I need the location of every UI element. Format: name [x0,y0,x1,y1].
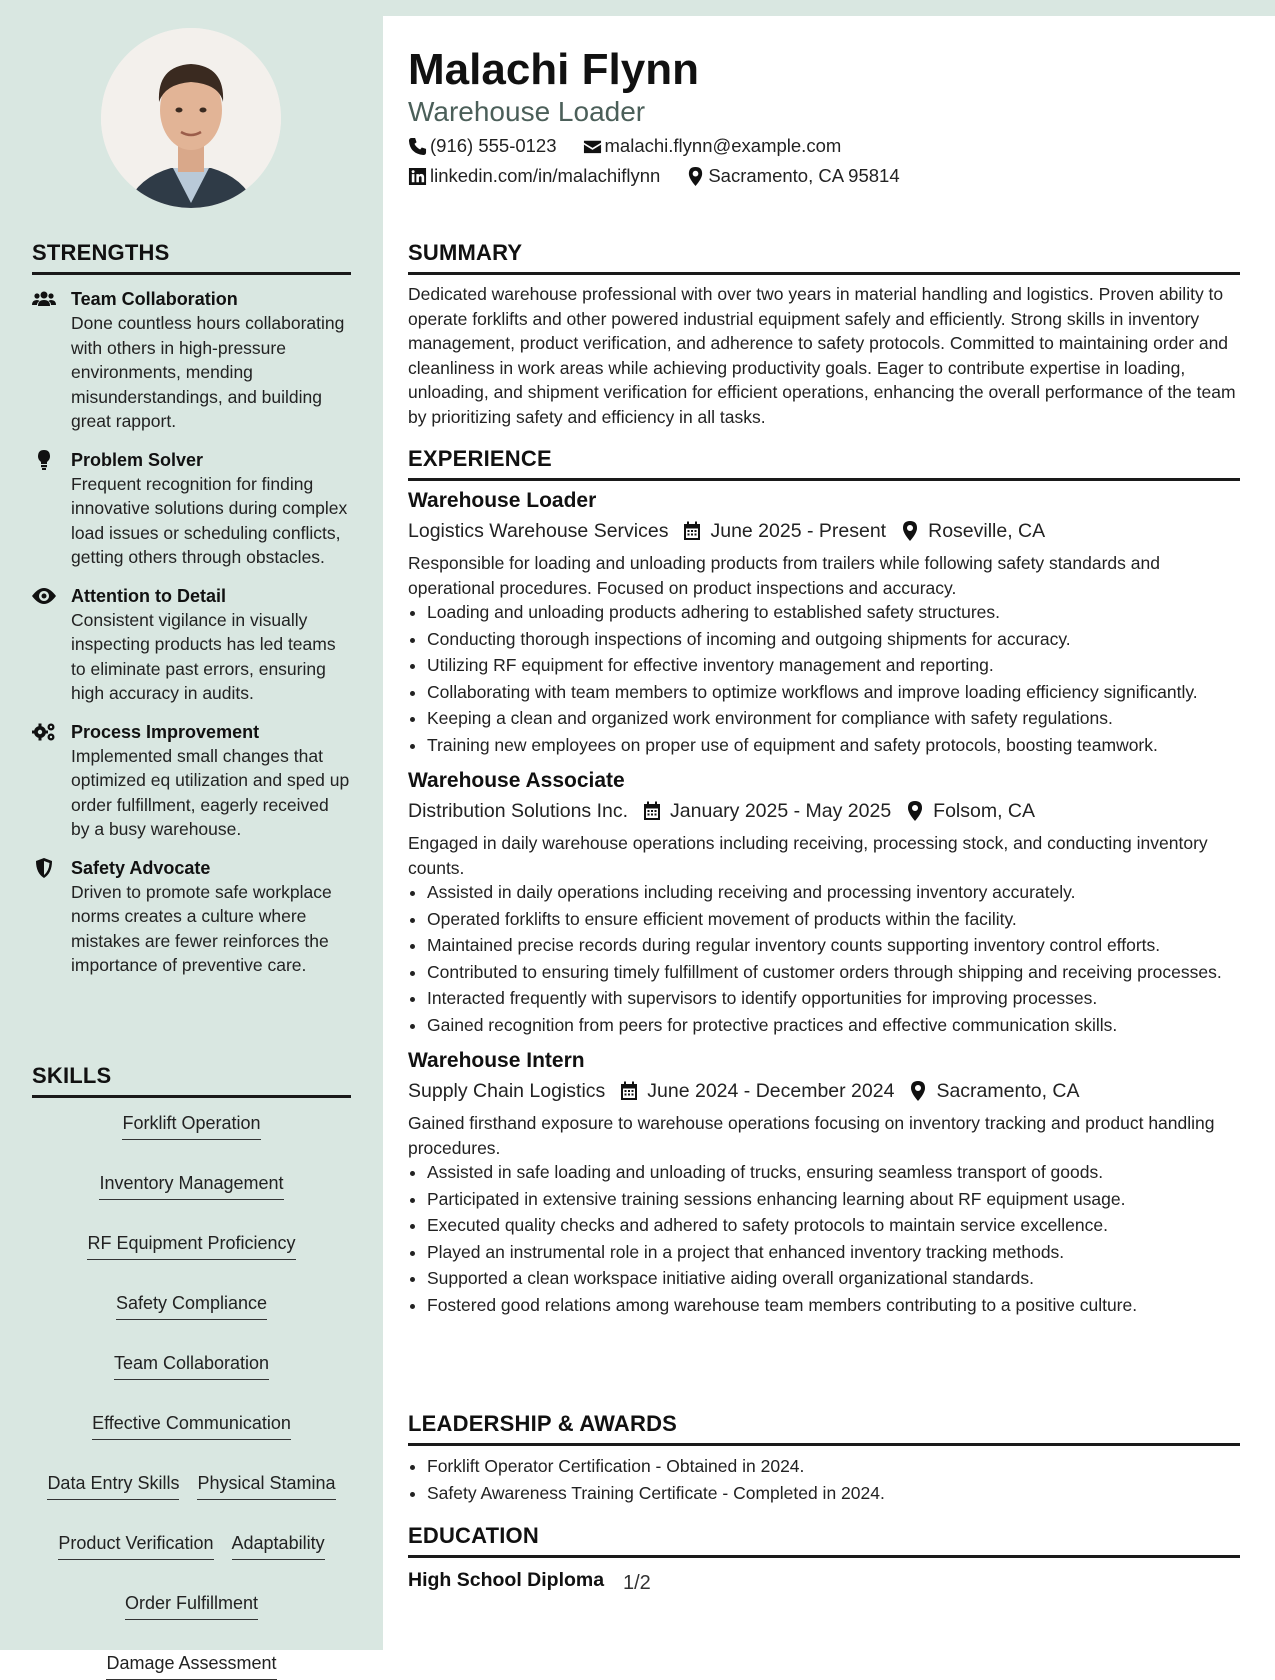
job-meta [408,1077,1240,1105]
bullet-item: • Utilizing RF equipment for effective inventory management and reporting. [427,653,1240,678]
summary-section [408,240,1240,429]
dates-text: January 2025 - May 2025 [670,800,892,822]
linkedin-text: linkedin.com/in/malachiflynn [430,165,661,186]
education-degree: High School Diploma [408,1569,605,1591]
map-pin-icon [900,521,920,541]
job-desc: Gained firsthand exposure to warehouse operations focusing on inventory tracking and product handling procedures. [408,1113,1215,1158]
bullet-item: • Conducting thorough inspections of incoming and outgoing shipments for accuracy. [427,627,1240,652]
strength-desc: Driven to promote safe workplace norms creates a culture where mistakes are fewer reinforces the importance of preventive care. [71,881,332,975]
skill-tag: Data Entry Skills [47,1472,179,1500]
strengths-section [32,240,351,992]
strengths-list [32,287,351,978]
contact-linkedin[interactable] [408,164,660,188]
bullet-item: • Participated in extensive training sessions enhancing learning about RF equipment usage. [427,1187,1240,1212]
strength-title: Problem Solver [71,449,204,470]
bullet-item: • Played an instrumental role in a project that enhanced inventory tracking methods. [427,1240,1240,1265]
bullet-item: • Collaborating with team members to optimize workflows and improve loading efficiency significantly. [427,680,1240,705]
job-meta [408,797,1240,825]
linkedin-icon [408,167,427,186]
envelope-icon [583,137,602,156]
job-company: Logistics Warehouse Services [408,520,669,542]
skill-tag: Order Fulfillment [125,1592,258,1620]
strength-item [32,856,351,978]
bullet-item: • Fostered good relations among warehouse team members contributing to a positive culture. [427,1293,1240,1318]
skills-rule [32,1095,351,1098]
dates-text: June 2024 - December 2024 [647,1080,895,1102]
strength-item [32,584,351,706]
bullet-item: • Gained recognition from peers for protective practices and effective communication skills. [427,1013,1240,1038]
job-location [908,1077,1079,1105]
page-number: 1/2 [623,1572,651,1594]
candidate-role: Warehouse Loader [408,96,646,127]
job-bullets [408,1160,1240,1317]
awards-title: LEADERSHIP & AWARDS [408,1411,678,1436]
job-title: Warehouse Loader [408,489,597,512]
bullet-item: • Assisted in daily operations including receiving and processing inventory accurately. [427,880,1240,905]
strength-item [32,287,351,434]
job-company: Supply Chain Logistics [408,1080,606,1102]
contact-row [408,134,867,158]
bullet-item: • Supported a clean workspace initiative aiding overall organizational standards. [427,1266,1240,1291]
job-entry [408,1047,1240,1317]
awards-rule [408,1443,1240,1446]
shield-icon [32,856,71,978]
job-company: Distribution Solutions Inc. [408,800,629,822]
strength-desc: Done countless hours collaborating with others in high-pressure environments, mending misunderstandings, and building great rapport. [71,313,345,431]
avatar [101,28,281,208]
summary-text: Dedicated warehouse professional with over two years in material handling and logistics. Proven ability to operate forklifts and other powered industrial equipment safely and efficiently. Strong skills in inventory management, product verification, and adherence to safety protocols. Committed to maintaining order and cleanliness in work areas while achieving productivity goals. Eager to contribute expertise in loading, unloading, and shipment verification for efficient operations, enhancing the overall performance of the team by prioritizing safety and efficiency in all tasks. [408,284,1236,427]
job-location [900,517,1045,545]
candidate-name: Malachi Flynn [408,45,699,94]
skills-title: SKILLS [32,1063,112,1088]
skill-tag: Inventory Management [99,1172,283,1200]
location-text: Sacramento, CA 95814 [708,165,900,186]
job-dates [619,1077,894,1105]
calendar-icon [619,1081,639,1101]
lightbulb-icon [32,448,71,570]
strength-title: Safety Advocate [71,857,211,878]
calendar-icon [642,801,662,821]
job-bullets [408,880,1240,1037]
bullet-item: • Executed quality checks and adhered to safety protocols to maintain service excellence. [427,1213,1240,1238]
summary-title: SUMMARY [408,240,523,265]
skill-tag: Adaptability [232,1532,325,1560]
job-entry [408,767,1240,1037]
strength-desc: Implemented small changes that optimized eq utilization and sped up order fulfillment, eagerly received by a busy warehouse. [71,745,350,839]
education-section [408,1523,1240,1594]
strength-title: Attention to Detail [71,585,226,606]
skills-list [32,1112,351,1680]
calendar-icon [682,521,702,541]
awards-section [408,1411,1240,1507]
email-text: malachi.flynn@example.com [604,135,842,156]
job-dates [642,797,891,825]
map-pin-icon [908,1081,928,1101]
location-text: Folsom, CA [933,800,1036,822]
contact-row [408,164,926,188]
skill-tag: Product Verification [58,1532,213,1560]
bullet-item: • Keeping a clean and organized work environment for compliance with safety regulations. [427,706,1240,731]
skill-tag: RF Equipment Proficiency [87,1232,295,1260]
skill-tag: Effective Communication [92,1412,291,1440]
users-icon [32,287,71,434]
strength-item [32,720,351,842]
phone-icon [408,137,427,156]
experience-title: EXPERIENCE [408,446,552,471]
profile-photo [101,28,281,208]
bullet-item: • Training new employees on proper use of equipment and safety protocols, boosting teamwork. [427,733,1240,758]
job-title: Warehouse Intern [408,1049,585,1072]
contact-location [686,164,899,188]
award-item: • Forklift Operator Certification - Obtained in 2024. [427,1454,1240,1479]
job-bullets [408,600,1240,757]
awards-list [408,1454,1240,1505]
map-pin-icon [686,167,705,186]
strength-title: Process Improvement [71,721,260,742]
job-desc: Engaged in daily warehouse operations including receiving, processing stock, and conducting inventory counts. [408,833,1208,878]
skill-tag: Safety Compliance [116,1292,267,1320]
strengths-rule [32,272,351,275]
skill-tag: Damage Assessment [106,1652,276,1680]
bullet-item: • Contributed to ensuring timely fulfillment of customer orders through shipping and receiving processes. [427,960,1240,985]
job-desc: Responsible for loading and unloading products from trailers while following safety standards and operational procedures. Focused on product inspections and accuracy. [408,553,1160,598]
strengths-title: STRENGTHS [32,240,170,265]
bullet-item: • Maintained precise records during regular inventory counts supporting inventory control efforts. [427,933,1240,958]
gears-icon [32,720,71,842]
job-location [905,797,1035,825]
contact-phone [408,134,557,158]
skill-tag: Team Collaboration [114,1352,269,1380]
strength-desc: Frequent recognition for finding innovative solutions during complex load issues or scheduling conflicts, getting others through obstacles. [71,473,348,567]
experience-rule [408,478,1240,481]
map-pin-icon [905,801,925,821]
job-title: Warehouse Associate [408,769,625,792]
bullet-item: • Assisted in safe loading and unloading of trucks, ensuring seamless transport of goods. [427,1160,1240,1185]
experience-section [408,446,1240,1319]
phone-text: (916) 555-0123 [430,135,557,156]
job-entry [408,487,1240,757]
strength-title: Team Collaboration [71,289,238,309]
job-dates [682,517,886,545]
education-rule [408,1555,1240,1558]
eye-icon [32,584,71,706]
job-meta [408,517,1240,545]
contact-email[interactable] [583,134,842,158]
skill-tag: Forklift Operation [122,1112,260,1140]
skill-tag: Physical Stamina [197,1472,335,1500]
dates-text: June 2025 - Present [710,520,887,542]
skills-section [32,1063,351,1680]
bullet-item: • Interacted frequently with supervisors to identify opportunities for improving processes. [427,986,1240,1011]
bullet-item: • Loading and unloading products adhering to established safety structures. [427,600,1240,625]
summary-rule [408,272,1240,275]
location-text: Sacramento, CA [936,1080,1080,1102]
bullet-item: • Operated forklifts to ensure efficient movement of products within the facility. [427,907,1240,932]
education-title: EDUCATION [408,1523,539,1548]
strength-desc: Consistent vigilance in visually inspecting products has led teams to eliminate past errors, ensuring high accuracy in audits. [71,609,336,703]
location-text: Roseville, CA [928,520,1046,542]
strength-item [32,448,351,570]
award-item: • Safety Awareness Training Certificate - Completed in 2024. [427,1481,1240,1506]
